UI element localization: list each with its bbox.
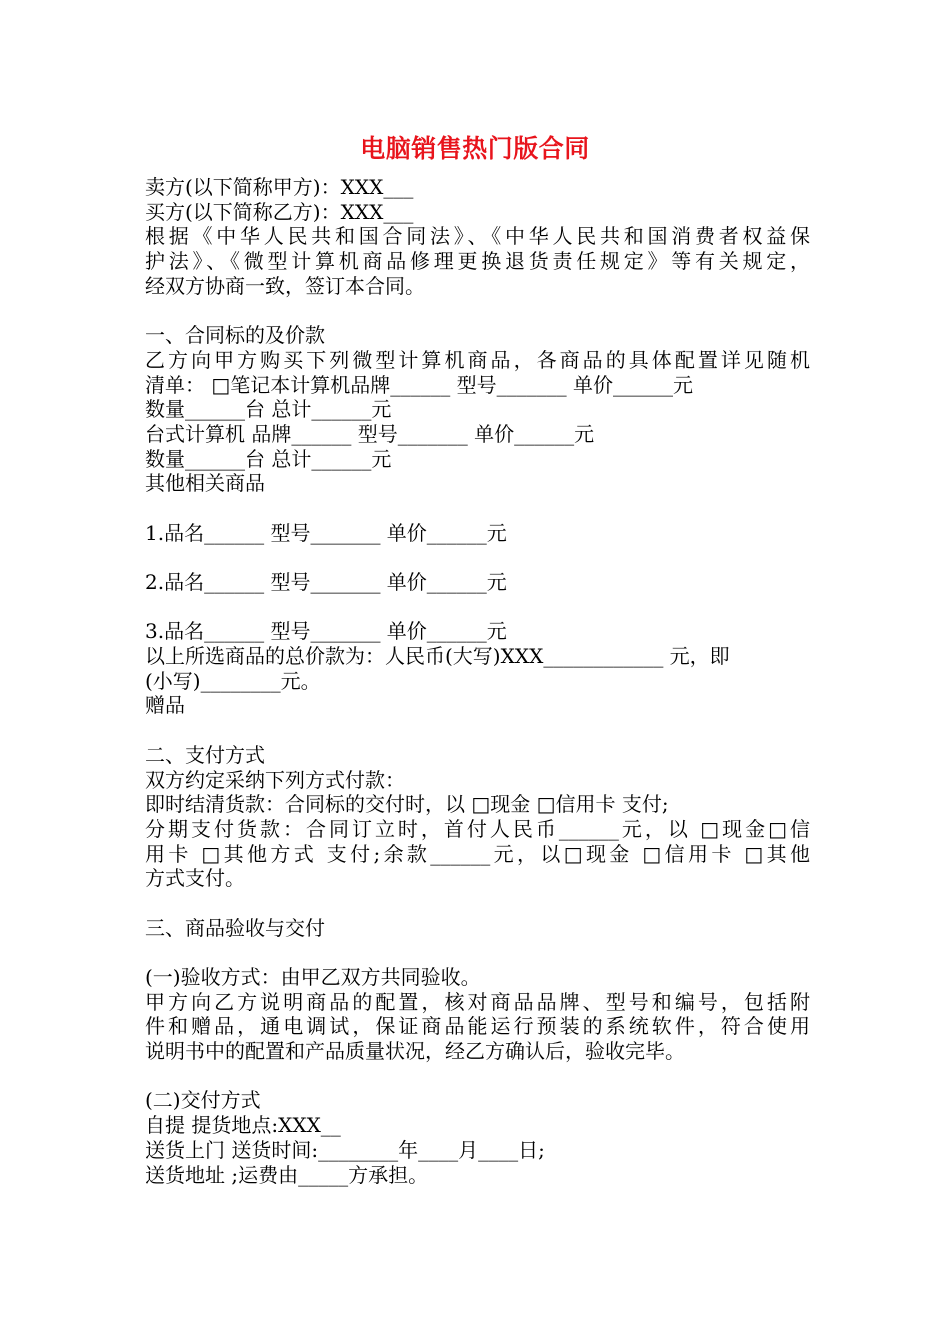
blank-line bbox=[145, 718, 810, 743]
delivery-heading: (二)交付方式 bbox=[145, 1088, 261, 1113]
seller-line: 卖方(以下简称甲方)：XXX___ bbox=[145, 175, 414, 199]
laptop-line: 清单： □笔记本计算机品牌______ 型号_______ 单价______元 bbox=[145, 372, 693, 397]
item-3-line: 3.品名______ 型号_______ 单价______元 bbox=[145, 619, 507, 644]
desktop-quantity-line: 数量______台 总计______元 bbox=[145, 446, 392, 471]
payment-agreement-line: 双方约定采纳下列方式付款： bbox=[145, 767, 405, 792]
installment-line-3: 方式支付。 bbox=[145, 866, 245, 891]
blank-line bbox=[145, 1064, 810, 1089]
inspection-line-3: 说明书中的配置和产品质量状况，经乙方确认后，验收完毕。 bbox=[145, 1039, 685, 1064]
blank-line bbox=[145, 595, 810, 620]
blank-line bbox=[145, 940, 810, 965]
buyer-line: 买方(以下简称乙方)：XXX___ bbox=[145, 199, 414, 224]
desktop-line: 台式计算机 品牌______ 型号_______ 单价______元 bbox=[145, 421, 595, 446]
blank-line bbox=[145, 891, 810, 916]
blank-line bbox=[145, 298, 810, 323]
total-price-line: 以上所选商品的总价款为：人民币(大写)XXX____________ 元，即 bbox=[145, 644, 730, 669]
item-2-line: 2.品名______ 型号_______ 单价______元 bbox=[145, 570, 507, 594]
item-1-line: 1.品名______ 型号_______ 单价______元 bbox=[145, 520, 507, 545]
document-title: 电脑销售热门版合同 bbox=[360, 134, 590, 163]
immediate-payment-line: 即时结清货款：合同标的交付时，以 □现金 □信用卡 支付; bbox=[145, 792, 669, 817]
blank-line bbox=[145, 496, 810, 521]
inspection-line-2: 件和赠品，通电调试，保证商品能运行预装的系统软件，符合使用 bbox=[145, 1014, 810, 1039]
inspection-line-1: 甲方向乙方说明商品的配置，核对商品品牌、型号和编号，包括附 bbox=[145, 989, 810, 1014]
section-heading-3: 三、商品验收与交付 bbox=[145, 915, 325, 940]
blank-line bbox=[145, 545, 810, 570]
delivery-address-line: 送货地址 ;运费由_____方承担。 bbox=[145, 1162, 429, 1187]
purchase-line: 乙方向甲方购买下列微型计算机商品，各商品的具体配置详见随机 bbox=[145, 347, 810, 372]
pickup-line: 自提 提货地点:XXX__ bbox=[145, 1113, 341, 1138]
intro-line-3: 经双方协商一致，签订本合同。 bbox=[145, 273, 425, 298]
section-heading-1: 一、合同标的及价款 bbox=[145, 323, 325, 348]
laptop-quantity-line: 数量______台 总计______元 bbox=[145, 397, 392, 422]
other-goods-line: 其他相关商品 bbox=[145, 471, 265, 496]
intro-line-2: 护法》、《微型计算机商品修理更换退货责任规定》等有关规定， bbox=[145, 249, 810, 274]
gift-line: 赠品 bbox=[145, 693, 185, 718]
document-body bbox=[145, 175, 810, 1187]
total-price-lowercase-line: (小写)________元。 bbox=[145, 668, 321, 693]
section-heading-2: 二、支付方式 bbox=[145, 742, 265, 767]
installment-line-1: 分期支付货款：合同订立时，首付人民币______元，以 □现金□信 bbox=[145, 816, 810, 841]
installment-line-2: 用卡 □其他方式 支付;余款______元，以□现金 □信用卡 □其他 bbox=[145, 841, 810, 866]
delivery-time-line: 送货上门 送货时间:________年____月____日; bbox=[145, 1137, 545, 1162]
intro-line-1: 根据《中华人民共和国合同法》、《中华人民共和国消费者权益保 bbox=[145, 224, 810, 249]
inspection-heading: (一)验收方式：由甲乙双方共同验收。 bbox=[145, 965, 481, 989]
